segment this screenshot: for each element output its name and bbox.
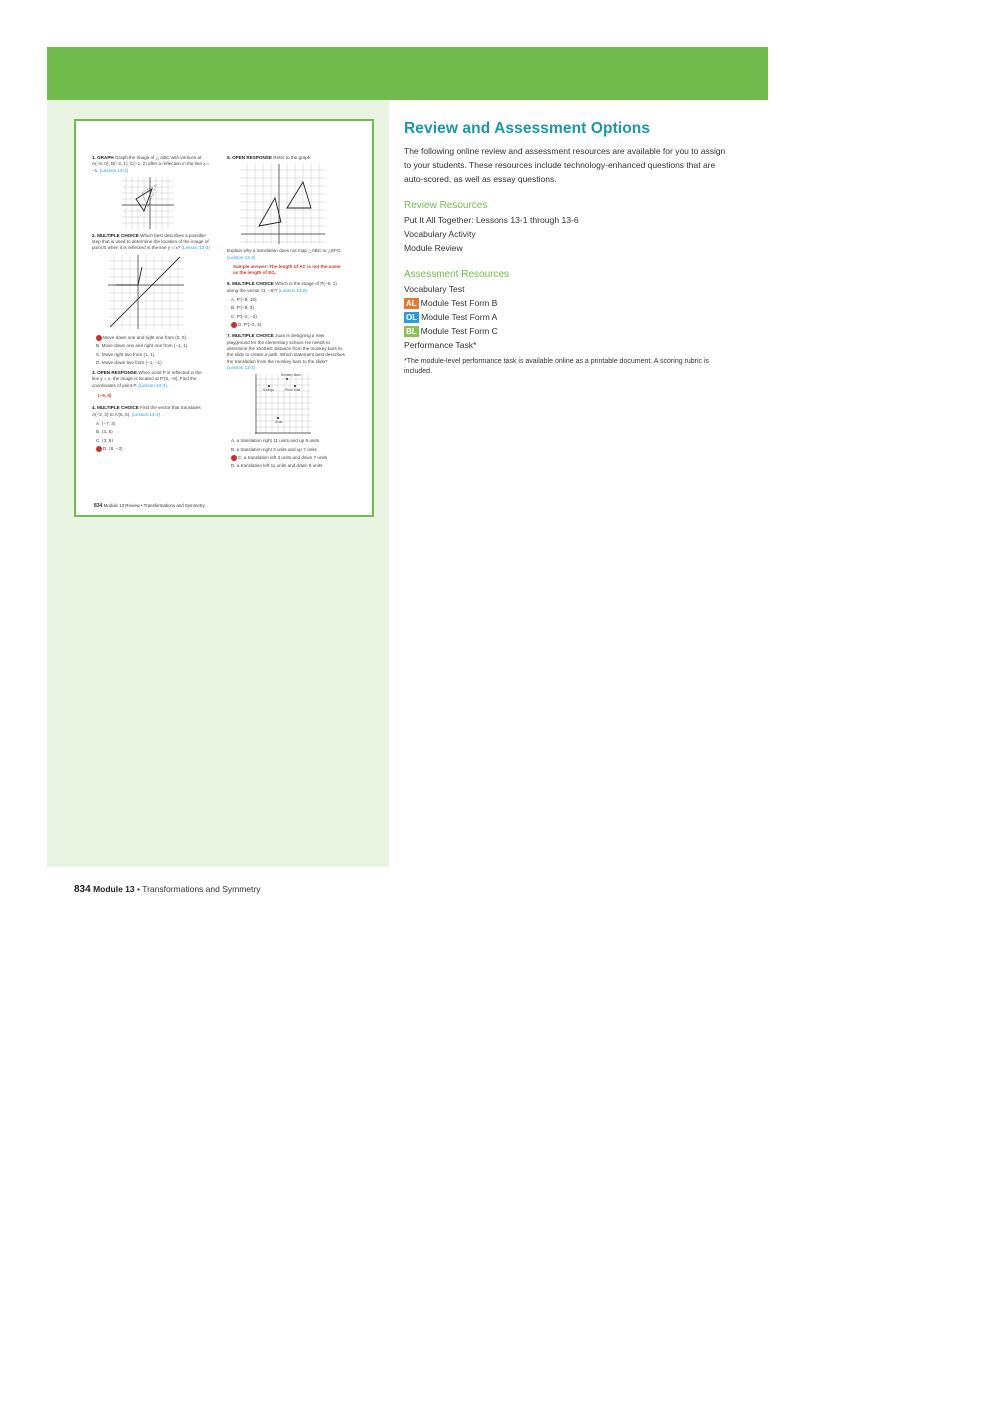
page-number: 834 xyxy=(74,884,91,895)
assessment-item-performance-task[interactable]: Performance Task* xyxy=(404,340,477,350)
q6-label: 6. MULTIPLE CHOICE xyxy=(227,281,274,287)
q6-text: Which is the image of P(−5, 1) along the vector ⟨3, −8⟩? xyxy=(227,281,337,293)
answer-marker xyxy=(231,322,237,328)
q7-option-a[interactable]: A. a translation right 11 units and up 9 units xyxy=(231,438,320,444)
question-4 xyxy=(92,405,210,418)
answer-marker xyxy=(96,335,102,341)
intro-paragraph: The following online review and assessment resources are available for you to assign to your students. These resources include technology-enhanced questions that are auto-scored, as well as essay questions. xyxy=(404,146,726,184)
q7-label-slide: Slide xyxy=(275,420,283,425)
q2-options xyxy=(92,335,210,366)
question-3 xyxy=(92,370,210,399)
q4-option-b[interactable]: B. ⟨3, 8⟩ xyxy=(96,429,113,435)
assessment-item-form-c[interactable]: BL Module Test Form C xyxy=(406,326,498,336)
q4-label: 4. MULTIPLE CHOICE xyxy=(92,405,139,411)
assessment-resources-heading: Assessment Resources xyxy=(404,269,510,280)
bl-badge: BL xyxy=(406,327,417,336)
q2-option-c[interactable]: C. Move right two from (1, 1). xyxy=(96,351,156,357)
q2-graph xyxy=(108,255,210,329)
q6-option-b[interactable]: B. P′(−8, 3) xyxy=(231,305,254,311)
q7-option-b[interactable]: B. a translation right 3 units and up 7 units xyxy=(231,446,317,452)
q5-lesson: (Lesson 13-2) xyxy=(227,254,256,260)
assessment-item-form-b[interactable]: AL Module Test Form B xyxy=(406,298,498,308)
q1-lesson: (Lesson 13-3) xyxy=(99,167,129,173)
q7-text: Juan is designing a new playground for the elementary school. He needs to determine the shortest distance from the monkey bars to the slide to create a path. Which statement best describes the translation from the monkey bars to the slide? xyxy=(227,333,345,364)
page-footer xyxy=(74,884,260,895)
q2-label: 2. MULTIPLE CHOICE xyxy=(92,232,139,238)
q1-graph xyxy=(122,177,210,229)
assessment-item-vocabulary-test[interactable]: Vocabulary Test xyxy=(404,284,465,294)
q6-options xyxy=(227,297,345,328)
header-band xyxy=(47,47,768,100)
q6-option-d[interactable]: D. P′(−2, 3) xyxy=(231,322,345,329)
question-7 xyxy=(227,333,345,371)
q4-option-d[interactable]: D. ⟨8, −3⟩ xyxy=(96,446,210,453)
footer-module: Module 13 xyxy=(93,884,135,894)
q4-lesson: (Lesson 13-2) xyxy=(131,411,161,417)
q4-options xyxy=(92,421,210,452)
section-title: Review and Assessment Options xyxy=(404,120,651,137)
q2-text: Which best describes a possible step that is used to determine the location of the image of point B when it is reflected in the line y = x? xyxy=(92,232,209,251)
assessment-resources-list xyxy=(404,282,734,352)
student-column-right xyxy=(227,155,345,472)
q4-option-c[interactable]: C. ⟨3, 8⟩ xyxy=(96,437,114,443)
q6-lesson: (Lesson 13-2) xyxy=(278,287,308,293)
q5-text: Refer to the graph. xyxy=(273,155,312,160)
q7-label-monkey-bars: Monkey Bars xyxy=(281,373,301,378)
question-6 xyxy=(227,281,345,294)
q1-text: Graph the image of △ ABC with vertices at A(−5, 0), B(−3, 1), C(−1, 2) after a reflection in the line x = −1. xyxy=(92,155,210,173)
q4-option-a[interactable]: A. ⟨−7, 3⟩ xyxy=(96,420,116,426)
q7-lesson: (Lesson 13-2) xyxy=(227,364,256,370)
al-badge: AL xyxy=(406,299,417,308)
review-item[interactable]: Module Review xyxy=(404,243,463,253)
q7-options xyxy=(227,438,345,469)
answer-marker xyxy=(96,446,102,452)
assessment-item-form-a[interactable]: OL Module Test Form A xyxy=(406,312,498,322)
q5-explain: Explain why a translation does not map △ABC to △EFG. (Lesson 13-2) Sample answer: The length of AC is not the same as the length of EG. xyxy=(227,248,345,276)
q3-lesson: (Lesson 13-3) xyxy=(138,382,167,388)
review-item[interactable]: Put It All Together: Lessons 13-1 through 13-6 xyxy=(404,215,579,225)
q2-lesson: (Lesson 13-3) xyxy=(181,245,210,251)
ol-badge: OL xyxy=(406,313,418,322)
review-resources-heading: Review Resources xyxy=(404,200,488,211)
teacher-notes xyxy=(404,120,734,377)
q2-option-d[interactable]: D. Move down two from (−1, −1). xyxy=(96,359,163,365)
performance-task-note: *The module-level performance task is available online as a printable document. A scoring rubric is included. xyxy=(404,358,710,375)
q5-answer: Sample answer: The length of AC is not the same as the length of EG. xyxy=(233,263,341,276)
footer-title: Transformations and Symmetry xyxy=(142,884,261,894)
q2-option-b[interactable]: B. Move down one and right one from (−1, 1). xyxy=(96,343,189,349)
q3-answer: (−9, 6) xyxy=(98,393,112,399)
q7-label: 7. MULTIPLE CHOICE xyxy=(227,333,274,339)
q7-label-swings: Swings xyxy=(263,388,274,393)
q1-label: 1. GRAPH xyxy=(92,155,114,160)
student-page-footer: 834 Module 13 Review • Transformations and Symmetry xyxy=(94,503,205,509)
q7-graph xyxy=(255,374,311,434)
review-resources-list xyxy=(404,213,734,255)
q3-text: When point P is reflected in the line y = x, the image is located at P′(6, −9). Find the coordinates of point P. xyxy=(92,370,202,388)
q7-option-d[interactable]: D. a translation left 11 units and down 9 units xyxy=(231,463,323,469)
footer-separator: • xyxy=(137,884,140,894)
answer-marker xyxy=(231,455,237,461)
q4-text: Find the vector that translates A(−2, 3) to A′(6, 5). xyxy=(92,405,201,417)
review-item[interactable]: Vocabulary Activity xyxy=(404,229,476,239)
question-2 xyxy=(92,233,210,252)
question-1 xyxy=(92,155,210,174)
q5-graph xyxy=(241,164,345,244)
q3-label: 3. OPEN RESPONSE xyxy=(92,370,137,376)
q6-option-c[interactable]: C. P′(−2, −3) xyxy=(231,313,257,319)
student-page-thumbnail xyxy=(74,119,374,517)
student-column-left xyxy=(92,155,210,454)
question-5 xyxy=(227,155,345,161)
q6-option-a[interactable]: A. P′(−8, 19) xyxy=(231,297,257,303)
q7-label-rock-wall: Rock Wall xyxy=(285,388,301,393)
q7-option-c[interactable]: C. a translation left 3 units and down 7 units xyxy=(231,455,345,462)
q2-option-a[interactable]: Move down one and right one from (0, 0). xyxy=(96,335,210,342)
q5-label: 5. OPEN RESPONSE xyxy=(227,155,272,160)
